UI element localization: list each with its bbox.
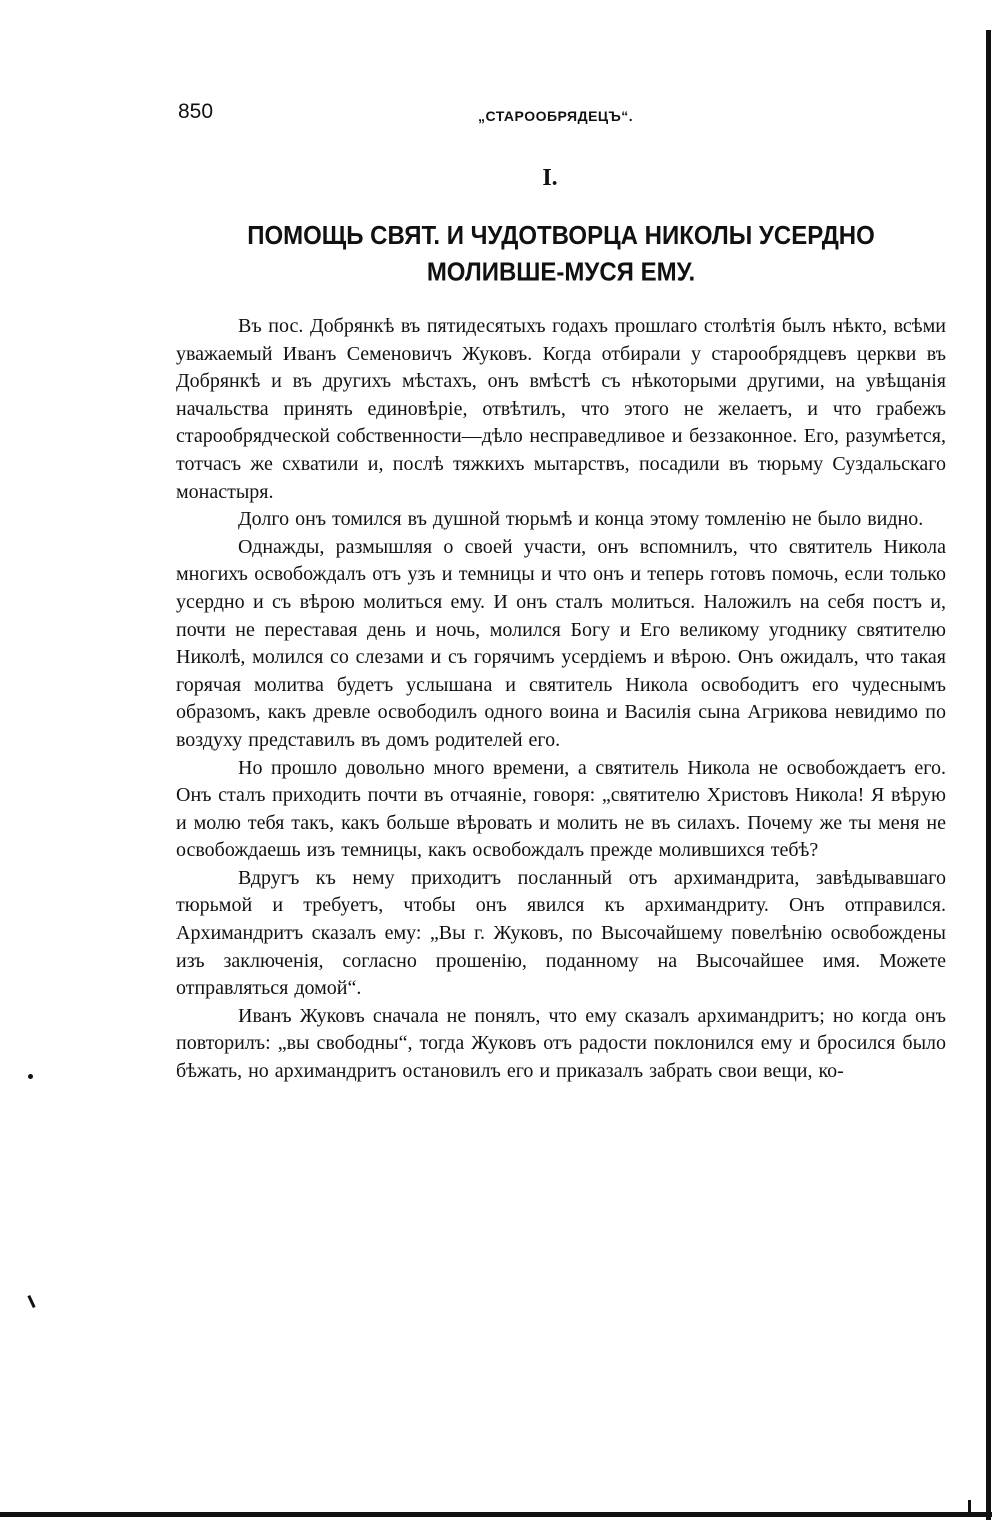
section-number: I. [542,165,558,191]
paragraph: Но прошло довольно много времени, а святитель Никола не освобождаетъ его. Онъ сталъ приходить почти въ отчаяніе, говоря: „святителю Христовъ Никола! Я вѣрую и молю тебя такъ, какъ больше вѣровать и молить не въ силахъ. Почему же ты меня не освобождаешь изъ темницы, какъ освобождалъ прежде молившихся тебѣ? [176,756,946,862]
paragraph: Иванъ Жуковъ сначала не понялъ, что ему сказалъ архимандритъ; но когда онъ повторилъ: „вы свободны“, тогда Жуковъ отъ радости поклонился ему и бросился было бѣжать, но архимандритъ остановилъ его и приказалъ забрать свои вещи, ко- [176,1004,946,1083]
paragraph: Однажды, размышляя о своей участи, онъ вспомнилъ, что святитель Никола многихъ освобождалъ отъ узъ и темницы и что онъ и теперь готовъ помочь, если только усердно и съ вѣрою молиться ему. И онъ сталъ молиться. Наложилъ на себя постъ и, почти не переставая день и ночь, молился Богу и Его великому угоднику святителю Николѣ, молился со слезами и съ горячимъ усердіемъ и вѣрою. Онъ ожидалъ, что такая горячая молитва будетъ услышана и святитель Никола освободитъ его чудеснымъ образомъ, какъ древле освободилъ одного воина и Василія сына Агрикова невидимо по воздуху представилъ въ домъ родителей его. [176,535,946,751]
page-right-edge [986,30,991,1520]
scan-speck [968,1500,971,1512]
article-title: ПОМОЩЬ СВЯТ. И ЧУДОТВОРЦА НИКОЛЫ УСЕРДНО МОЛИВШЕ-МУСЯ ЕМУ. [247,221,875,288]
article-body [176,313,946,1086]
scan-speck [27,1295,35,1308]
running-head: „СТАРООБРЯДЕЦЪ“. [478,108,634,124]
scan-speck [28,1074,33,1079]
page-bottom-edge [0,1512,992,1517]
paragraph: Въ пос. Добрянкѣ въ пятидесятыхъ годахъ прошлаго столѣтія былъ нѣкто, всѣми уважаемый Иванъ Семеновичъ Жуковъ. Когда отбирали у старообрядцевъ церкви въ Добрянкѣ и въ другихъ мѣстахъ, онъ вмѣстѣ съ нѣкоторыми другими, на увѣщанія начальства принять единовѣріе, отвѣтилъ, что этого не желаетъ, и что грабежъ старообрядческой собственности—дѣло несправедливое и беззаконное. Его, разумѣется, тотчасъ же схватили и, послѣ тяжкихъ мытарствъ, посадили въ тюрьму Суздальскаго монастыря. [176,315,946,503]
paragraph: Долго онъ томился въ душной тюрьмѣ и конца этому томленію не было видно. [238,508,924,531]
paragraph: Вдругъ къ нему приходитъ посланный отъ архимандрита, завѣдывавшаго тюрьмой и требуетъ, чтобы онъ явился къ архимандриту. Онъ отправился. Архимандритъ сказалъ ему: „Вы г. Жуковъ, по Высочайшему повелѣнію освобождены изъ заключенія, согласно прошенію, поданному на Высочайшее имя. Можете отправляться домой“. [176,866,946,1000]
page-number: 850 [178,100,214,123]
